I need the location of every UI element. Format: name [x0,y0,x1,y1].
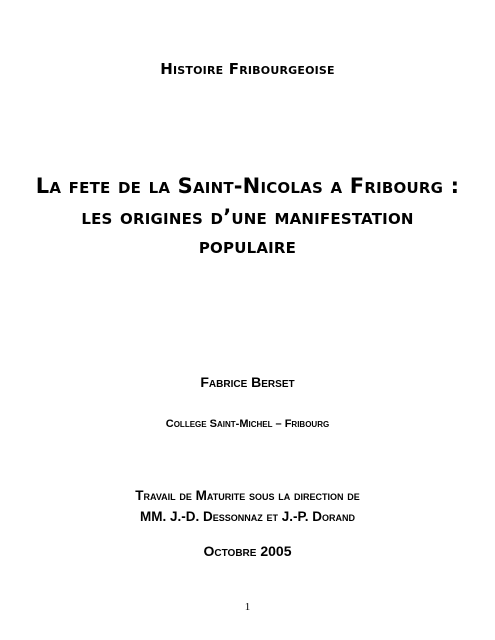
institution: College Saint-Michel – Fribourg [165,418,330,430]
series-heading: Histoire Fribourgeoise [160,60,335,78]
title-line-1: La fete de la Saint-Nicolas a Fribourg : [35,174,460,198]
supervision-line-2: MM. J.-D. Dessonnaz et J.-P. Dorand [139,509,356,524]
author-name: Fabrice Berset [200,374,295,390]
title-line-3: populaire [198,234,297,258]
supervision-line-1: Travail de Maturite sous la direction de [135,488,360,503]
page-number: 1 [244,601,251,613]
title-line-2: les origines d’une manifestation [81,205,414,229]
document-date: Octobre 2005 [203,543,292,559]
